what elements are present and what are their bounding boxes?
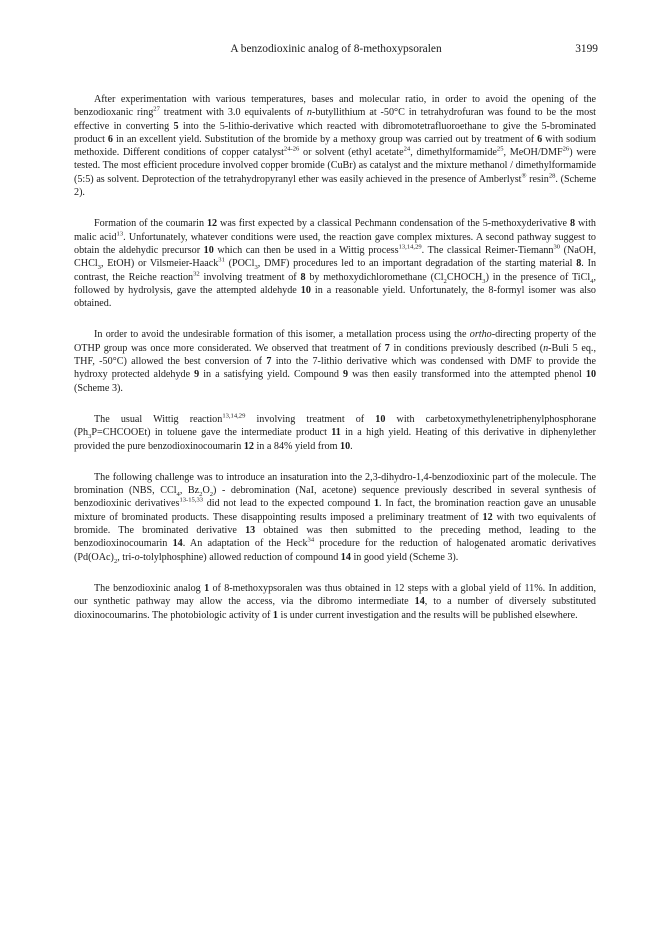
text-run: 10 (340, 440, 351, 452)
text-run: 12 (482, 511, 493, 523)
text-run: with sodium methoxide. Different conditions of copper catalyst (74, 133, 596, 159)
text-run: 7 (384, 342, 390, 354)
text-run: , MeOH/DMF (503, 147, 563, 159)
text-run: . Unfortunately, whatever conditions were used, the reaction gave complex mixtures. A second pathway suggest to obtain the aldehydic precursor (74, 231, 596, 256)
text-run: 8 (300, 271, 306, 283)
text-run: 24 (403, 145, 411, 153)
page-number: 3199 (575, 43, 598, 55)
text-run: into the 7-lithio derivative which was condensed with DMF to provide the hydroxy protected aldehyde (74, 356, 596, 381)
paragraph-coumarin-formation (74, 217, 596, 310)
text-run: (NaOH, CHCl (74, 244, 596, 270)
text-run: 34 (307, 536, 315, 544)
text-run: procedure for the reduction of halogenated aromatic derivatives (Pd(OAc) (74, 538, 596, 563)
text-run: . In contrast, the Reiche reaction (74, 258, 597, 283)
paragraph-conclusion (74, 582, 596, 622)
text-run: 3 (482, 277, 486, 285)
text-run: in a reasonable yield. Unfortunately, the 8-formyl isomer was also obtained. (74, 284, 596, 310)
text-run: , to a number of diversely substituted dioxinocoumarins. The photobiologic activity of (74, 596, 596, 621)
text-run: ) were tested. The most efficient procedure involved copper bromide (CuBr) as catalyst and the mixture methanol / dimethylformamide (5:5) as solvent. Deprotection of the tetrahydropyranyl ether was easily achieved in the presence of Amberlyst (74, 147, 596, 185)
text-run: 10 (375, 413, 386, 425)
paragraph-bromination (74, 471, 596, 564)
text-run: was then easily transformed into the attempted phenol (348, 369, 586, 381)
text-run: P=CHCOOEt) in toluene gave the intermediate product (91, 427, 332, 439)
text-run: n (306, 107, 312, 119)
text-run: 28 (548, 172, 556, 180)
text-run: , tri- (117, 551, 135, 563)
text-run: 14 (172, 538, 183, 550)
text-run: into the 5-lithio-derivative which reacted with dibromotetrafluoroethane to give the 5-brominated product (74, 120, 596, 145)
text-run: Formation of the coumarin (94, 218, 207, 230)
text-run: 13-15,33 (179, 497, 204, 505)
article-body (74, 93, 596, 640)
text-run: , Bz (179, 485, 200, 497)
text-run: did not lead to the expected compound (203, 498, 374, 510)
text-run: 1 (272, 609, 278, 621)
text-run: O (202, 485, 210, 497)
text-run: (Scheme 3). (74, 382, 123, 394)
text-run: was first expected by a classical Pechmann condensation of the 5-methoxyderivative (217, 218, 570, 230)
text-run: with two equivalents of bromide. The brominated derivative (74, 511, 596, 537)
paragraph-metallation (74, 328, 596, 394)
text-run: 12 (243, 440, 254, 452)
text-run: 2 (113, 557, 118, 565)
text-run: ortho (469, 329, 492, 341)
text-run: The following challenge was to introduce an insaturation into the 2,3-dihydro-1,4-benzodioxinic part of the molecule. The bromination (NBS, CCl (74, 471, 596, 497)
text-run: CHOCH (446, 271, 483, 283)
text-run: in conditions previously described ( (389, 342, 544, 354)
text-run: ) - debromination (NaI, acetone) sequence previously described in several synthesis of benzodioxinic derivatives (74, 485, 596, 510)
text-run: ) in the presence of TiCl (485, 271, 591, 283)
paragraph-lithiation (74, 93, 596, 199)
text-run: 6 (107, 133, 113, 145)
text-run: 14 (340, 551, 351, 563)
text-run: n (543, 342, 549, 354)
text-run: 8 (576, 258, 582, 270)
paragraph-wittig (74, 413, 596, 453)
text-run: 13 (116, 230, 124, 238)
text-run: The usual Wittig reaction (94, 413, 223, 425)
text-run: with malic acid (74, 218, 596, 243)
text-run: . (Scheme 2). (74, 173, 596, 199)
text-run: 2 (209, 491, 214, 499)
text-run: . The classical Reimer-Tiemann (421, 244, 554, 256)
text-run: 2 (199, 491, 203, 499)
text-run: 2 (443, 277, 447, 285)
text-run: . In fact, the bromination reaction gave an unusable mixture of brominated products. These disappointing results imposed a preliminary treatment of (74, 498, 596, 523)
running-title: A benzodioxinic analog of 8-methoxypsoralen (230, 43, 442, 55)
text-run: . (350, 440, 353, 452)
text-run: involving treatment of (245, 413, 376, 425)
text-run: 13,14,29 (398, 243, 422, 251)
text-run: 9 (194, 369, 200, 381)
text-run: -tolylphosphine) allowed reduction of compound (139, 551, 341, 563)
text-run: in an excellent yield. Substitution of the bromide by a methoxy group was carried out by treatment of (112, 133, 538, 145)
running-header (0, 41, 672, 57)
text-run: resin (526, 173, 549, 185)
text-run: in a satisfying yield. Compound (199, 369, 344, 381)
text-run: 5 (173, 120, 179, 132)
text-run: by methoxydichloromethane (Cl (305, 271, 444, 283)
text-run: -butyllithium at -50°C in tetrahydrofuran was found to be the most effective in converting (74, 107, 596, 132)
text-run: 4 (176, 491, 180, 499)
text-run: -Buli 5 eq., THF, -50°C) allowed the best conversion of (74, 342, 596, 368)
text-run: 1 (373, 498, 380, 510)
text-run: , EtOH) or Vilsmeier-Haack (100, 258, 219, 270)
text-run: which can then be used in a Wittig process (213, 244, 399, 256)
text-run: involving treatment of (199, 271, 301, 283)
text-run: , followed by hydrolysis, gave the attempted aldehyde (74, 271, 596, 296)
text-run: 26 (562, 145, 570, 153)
text-run: 1 (204, 582, 210, 594)
text-run: 10 (585, 369, 596, 381)
text-run: of 8-methoxypsoralen was thus obtained in 12 steps with a global yield of 11%. In addition, our synthetic pathway may allow the access, via the dibromo intermediate (74, 582, 596, 608)
text-run: o (134, 551, 140, 563)
text-run: 4 (590, 277, 594, 285)
text-run: 10 (300, 284, 311, 296)
text-run: 30 (553, 243, 561, 251)
text-run: obtained was then submitted to the preceding method, leading to the benzodioxinocoumarin (74, 525, 596, 550)
text-run: 13,14,29 (222, 412, 246, 420)
text-run: with carbetoxymethylenetriphenylphosphorane (Ph (74, 413, 596, 439)
text-run: The benzodioxinic analog (94, 582, 205, 594)
text-run: 24-26 (283, 145, 300, 153)
text-run: 11 (331, 427, 341, 439)
text-run: 25 (496, 145, 504, 153)
text-run: 7 (266, 356, 272, 368)
text-run: 6 (537, 133, 543, 145)
text-run: . An adaptation of the Heck (182, 538, 308, 550)
text-run: treatment with 3.0 equivalents of (159, 107, 307, 119)
text-run: is under current investigation and the results will be published elsewhere. (277, 609, 578, 621)
text-run: 10 (203, 244, 214, 256)
text-run: 8 (570, 218, 576, 230)
text-run: in good yield (Scheme 3). (350, 551, 459, 563)
text-run: in a high yield. Heating of this derivative in diphenylether provided the pure benzodioxinocoumarin (74, 427, 596, 452)
text-run: 31 (218, 256, 225, 264)
text-run: ® (521, 172, 527, 180)
text-run: 13 (245, 525, 256, 537)
text-run: , DMF) procedures led to an important degradation of the starting material (257, 258, 577, 270)
text-run: (POCl (224, 258, 255, 270)
text-run: 3 (254, 264, 258, 272)
text-run: 3 (97, 264, 101, 272)
text-run: After experimentation with various temperatures, bases and molecular ratio, in order to avoid the opening of the benzodioxanic ring (74, 94, 596, 119)
text-run: -directing property of the OTHP group was once more considerated. We observed that treatment of (74, 329, 596, 354)
text-run: 3 (88, 433, 92, 441)
text-run: , dimethylformamide (410, 147, 497, 159)
text-run: in a 84% yield from (253, 440, 340, 452)
text-run: or solvent (ethyl acetate (299, 147, 404, 159)
text-run: 9 (343, 369, 349, 381)
text-run: 12 (206, 218, 218, 230)
text-run: In order to avoid the undesirable formation of this isomer, a metallation process using the (94, 329, 470, 341)
text-run: 32 (193, 270, 200, 278)
text-run: 14 (414, 596, 425, 608)
text-run: 27 (153, 105, 160, 113)
